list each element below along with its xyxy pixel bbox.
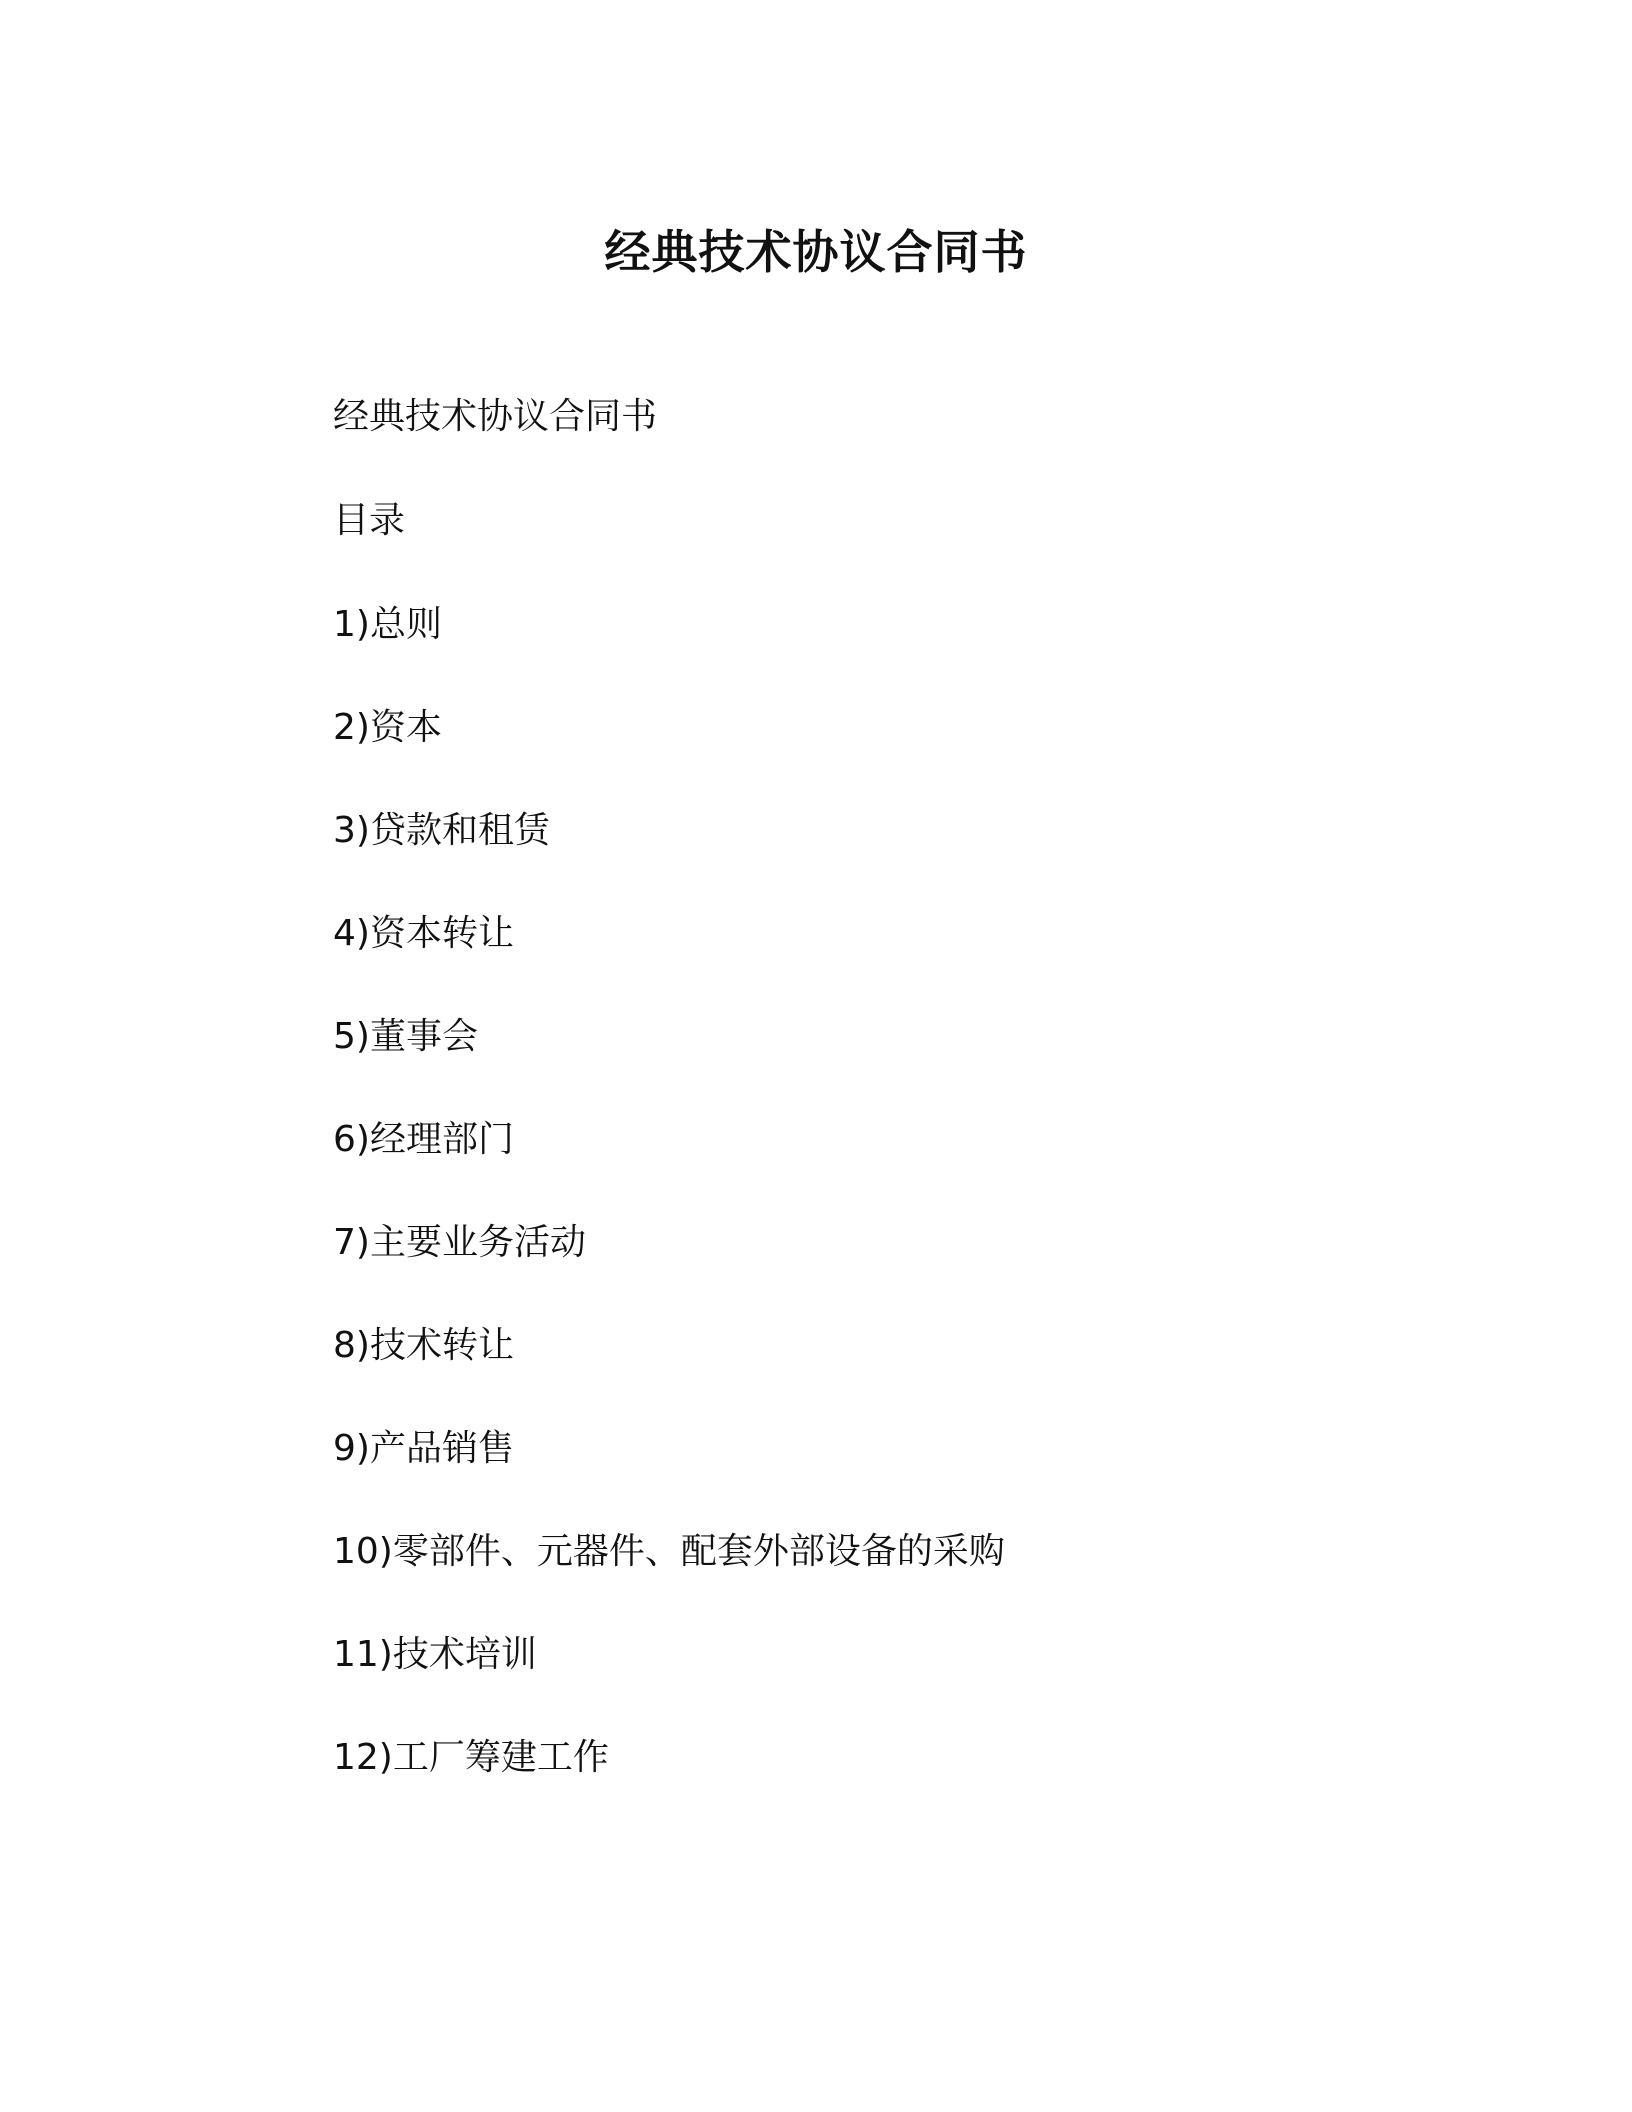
document-title: 经典技术协议合同书 <box>604 225 1028 279</box>
document-body <box>333 393 1433 1837</box>
toc-heading: 目录 <box>333 500 406 541</box>
toc-item: 6)经理部门 <box>333 1119 514 1160</box>
toc-item: 1)总则 <box>333 604 442 645</box>
toc-item: 3)贷款和租赁 <box>333 810 550 851</box>
toc-item: 7)主要业务活动 <box>333 1222 586 1263</box>
toc-item: 8)技术转让 <box>333 1325 514 1366</box>
toc-item: 12)工厂筹建工作 <box>333 1737 609 1778</box>
document-subtitle: 经典技术协议合同书 <box>333 396 658 437</box>
toc-item: 5)董事会 <box>333 1016 478 1057</box>
toc-item: 9)产品销售 <box>333 1428 514 1469</box>
toc-item: 4)资本转让 <box>333 913 514 954</box>
toc-item: 10)零部件、元器件、配套外部设备的采购 <box>333 1531 1005 1572</box>
toc-item: 11)技术培训 <box>333 1634 537 1675</box>
toc-list <box>333 601 1433 1782</box>
toc-item: 2)资本 <box>333 707 442 748</box>
